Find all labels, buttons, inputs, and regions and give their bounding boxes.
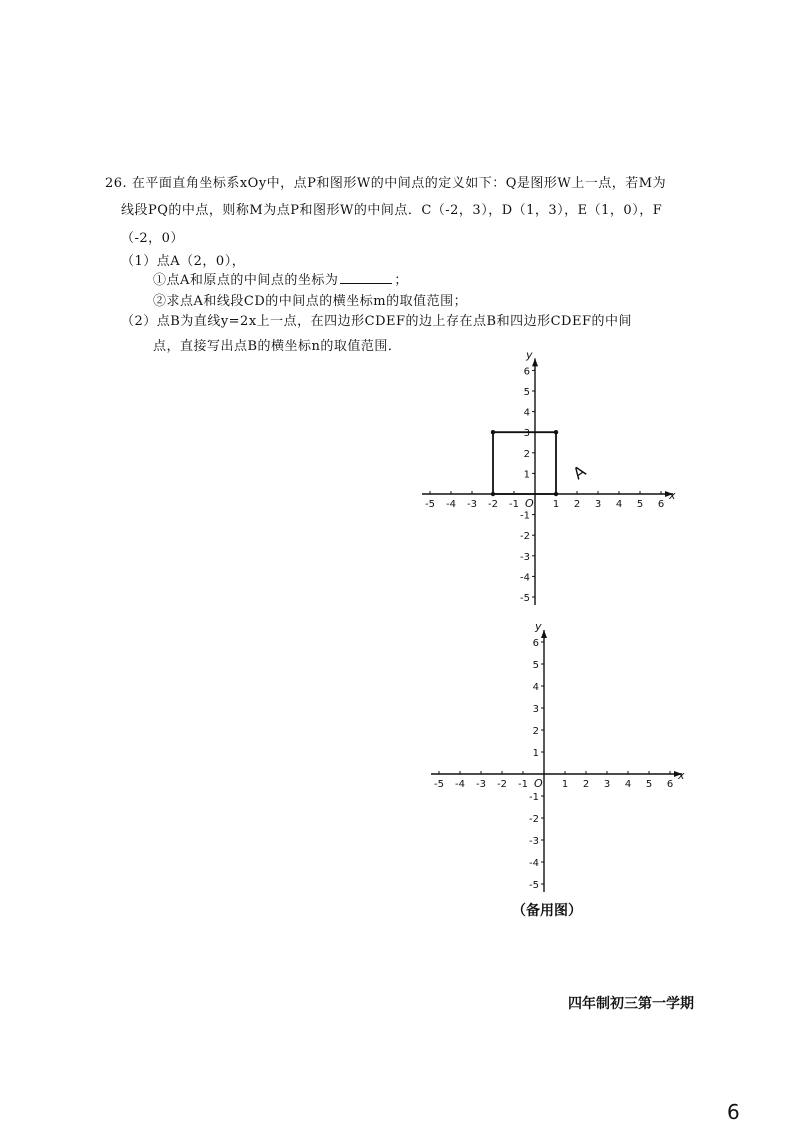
- y-tick-label: -4: [529, 858, 539, 869]
- part2-line-1: （2）点B为直线y=2x上一点，在四边形CDEF的边上存在点B和四边形CDEF的中间: [121, 314, 632, 329]
- x-tick-label: -3: [467, 499, 477, 510]
- x-axis-label: x: [669, 489, 676, 502]
- y-axis-label: y: [526, 348, 533, 362]
- y-axis-label: y: [535, 620, 542, 633]
- y-axis-arrow: [541, 630, 547, 638]
- x-tick-label: -2: [497, 779, 507, 790]
- y-tick-label: -2: [520, 531, 530, 543]
- y-tick-label: 1: [532, 748, 539, 759]
- x-tick-label: 5: [636, 499, 644, 510]
- x-tick-label: -4: [455, 779, 465, 790]
- y-tick-label: 6: [523, 366, 530, 378]
- vertex-point: [491, 492, 495, 496]
- answer-blank: [340, 271, 392, 284]
- y-tick-label: -2: [529, 814, 539, 825]
- x-tick-label: 2: [582, 779, 590, 790]
- origin-label: O: [534, 777, 543, 790]
- y-tick-label: 5: [532, 660, 539, 671]
- x-tick-label: -4: [446, 499, 456, 510]
- x-tick-label: -1: [518, 779, 528, 790]
- x-tick-label: 4: [615, 499, 623, 510]
- y-tick-label: -3: [529, 836, 539, 847]
- x-tick-label: 3: [594, 499, 602, 510]
- y-tick-label: -3: [520, 551, 530, 563]
- page-number: 6: [727, 1100, 740, 1124]
- y-tick-label: -5: [529, 880, 539, 891]
- x-tick-label: -1: [509, 499, 519, 510]
- part1-question-2: ②求点A和线段CD的中间点的横坐标m的取值范围；: [153, 294, 468, 309]
- problem-line-1: [105, 172, 666, 191]
- x-tick-label: 4: [624, 779, 632, 790]
- coordinate-graph-1: [400, 340, 700, 610]
- part1-heading: （1）点A（2，0），: [121, 254, 246, 269]
- x-tick-label: -2: [488, 499, 498, 510]
- x-tick-label: 1: [552, 499, 560, 510]
- y-tick-label: 6: [532, 638, 539, 649]
- part2-line-2: 点，直接写出点B的横坐标n的取值范围．: [153, 339, 402, 354]
- vertex-point: [491, 430, 495, 434]
- y-tick-label: 5: [523, 387, 530, 398]
- x-tick-label: 6: [666, 779, 674, 790]
- y-tick-label: 3: [532, 704, 539, 715]
- y-tick-label: 3: [523, 428, 530, 440]
- y-tick-label: 2: [532, 726, 539, 737]
- x-tick-label: -5: [434, 779, 444, 790]
- x-tick-label: -5: [425, 499, 435, 510]
- problem-number: 26.: [105, 176, 128, 191]
- x-tick-label: 2: [573, 499, 581, 510]
- y-tick-label: 4: [532, 682, 539, 693]
- y-tick-label: -1: [520, 510, 530, 522]
- x-tick-label: 1: [561, 779, 569, 790]
- part1-question-1: [153, 269, 408, 288]
- x-tick-label: 6: [657, 499, 665, 510]
- y-tick-label: 1: [523, 469, 530, 481]
- y-tick-label: -1: [529, 792, 539, 803]
- y-tick-label: -4: [520, 572, 530, 584]
- y-tick-label: 2: [523, 448, 530, 460]
- x-tick-label: -3: [476, 779, 486, 790]
- vertex-point: [554, 492, 558, 496]
- x-tick-label: 5: [645, 779, 653, 790]
- problem-statement-2: 线段PQ的中点，则称M为点P和图形W的中间点．C（-2，3），D（1，3），E（1，0），F: [121, 203, 663, 218]
- y-tick-label: -5: [520, 593, 530, 604]
- origin-label: O: [525, 497, 534, 510]
- x-tick-label: 3: [603, 779, 611, 790]
- quadrilateral-cdef: [493, 432, 556, 494]
- coordinate-graph-2: [410, 620, 710, 900]
- vertex-point: [554, 430, 558, 434]
- problem-statement-3: （-2，0）: [121, 231, 184, 246]
- part1-q1-end: ；: [394, 273, 408, 288]
- y-axis-arrow: [532, 358, 538, 366]
- backup-graph-caption: （备用图）: [512, 903, 582, 919]
- y-tick-label: 4: [523, 407, 530, 419]
- part1-q1-text: ①点A和原点的中间点的坐标为: [153, 273, 339, 288]
- problem-statement-1: 在平面直角坐标系xOy中，点P和图形W的中间点的定义如下：Q是图形W上一点，若M为: [131, 176, 667, 191]
- handwritten-a-label: A: [569, 461, 590, 484]
- x-axis-label: x: [678, 769, 685, 782]
- footer-text: 四年制初三第一学期: [568, 996, 694, 1012]
